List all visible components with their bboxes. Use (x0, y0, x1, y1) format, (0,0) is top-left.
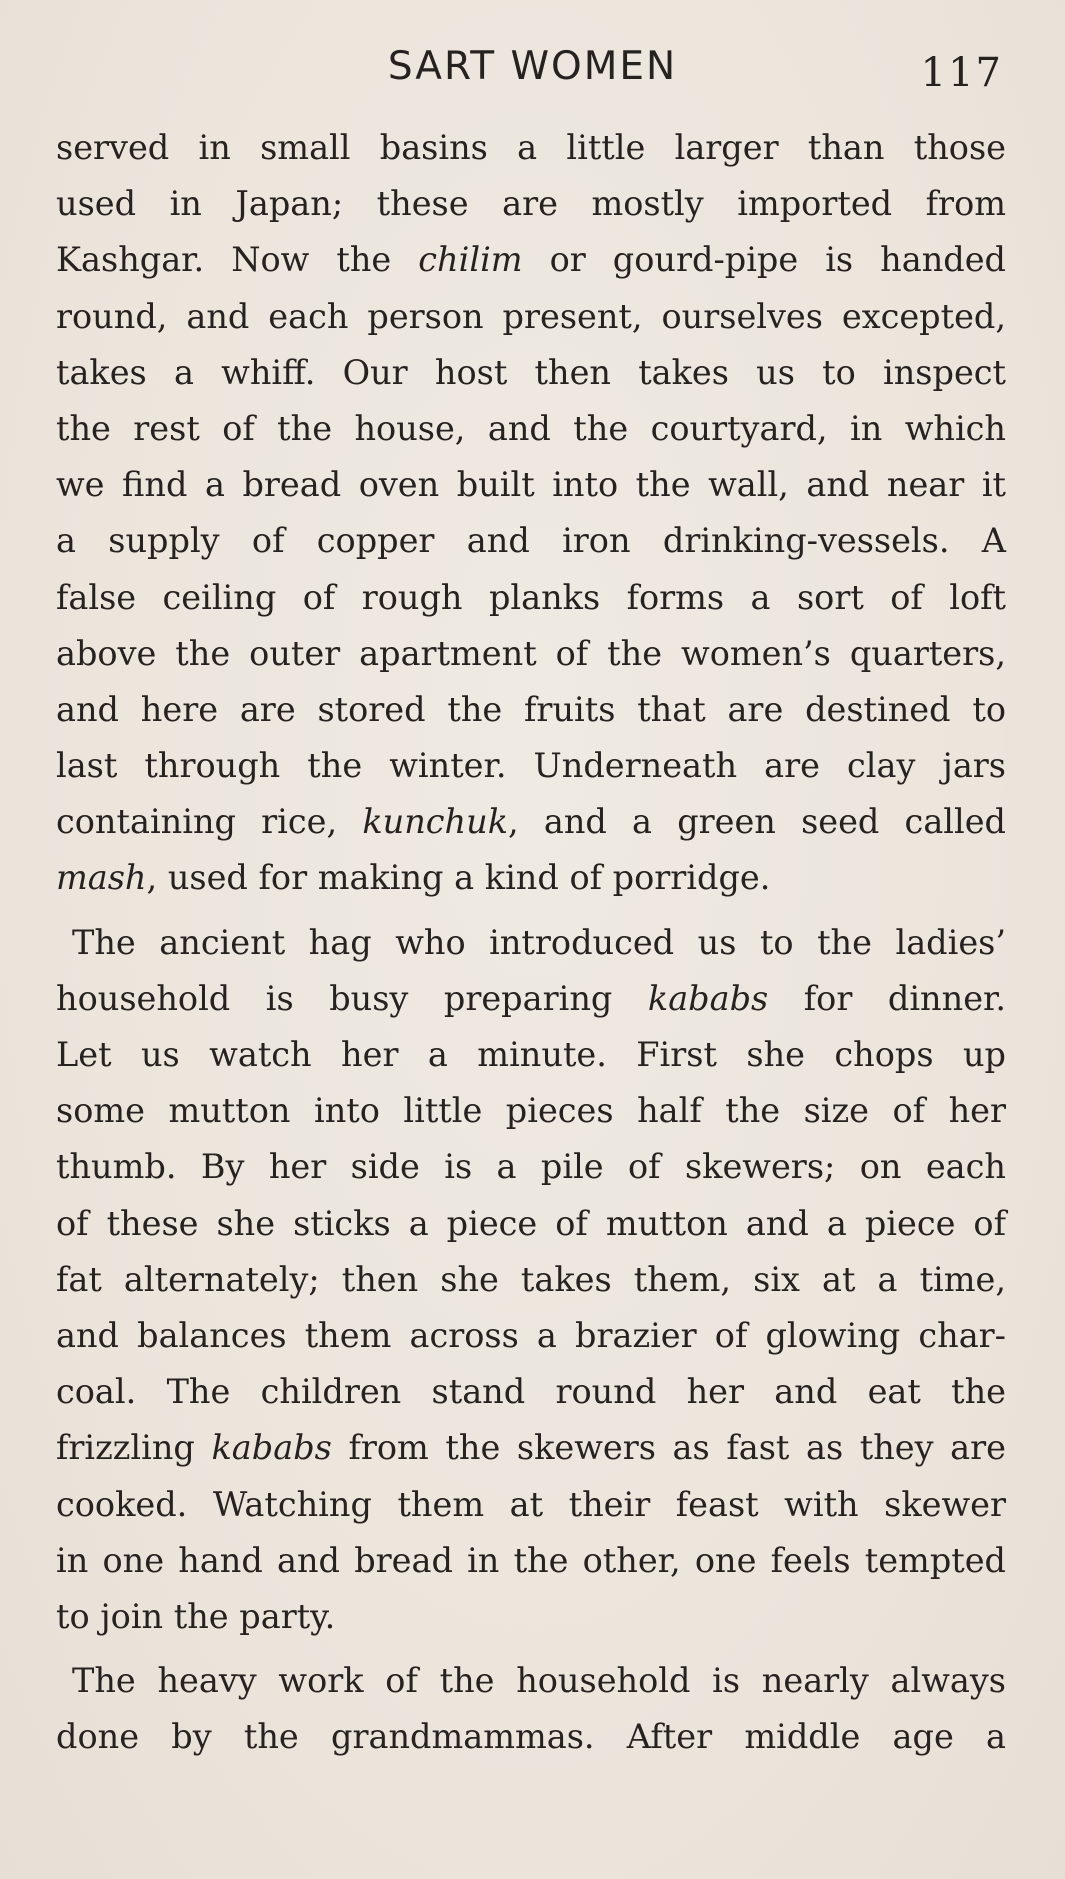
text-line (56, 1477, 1006, 1533)
text-run: The heavy work of the household is nearly always (72, 1661, 1006, 1701)
text-run: false ceiling of rough planks forms a sort of loft (56, 577, 1006, 617)
text-line (56, 626, 1006, 682)
page-header (0, 40, 1065, 100)
text-line (56, 1420, 1006, 1476)
text-line (56, 120, 1006, 176)
italic-term: kababs (647, 978, 769, 1018)
text-run: served in small basins a little larger than those (56, 128, 1006, 167)
text-line (56, 738, 1006, 794)
text-run: coal. The children stand round her and eat the (56, 1372, 1006, 1412)
paragraph (56, 120, 1006, 907)
text-line (56, 513, 1006, 569)
body-text (56, 120, 1006, 1765)
text-line (56, 1364, 1006, 1420)
text-run: cooked. Watching them at their feast with skewer (56, 1484, 1006, 1524)
paragraph (56, 1653, 1006, 1765)
text-run: above the outer apartment of the women’s quarters, (56, 633, 1006, 673)
text-line (56, 850, 1006, 906)
text-run: some mutton into little pieces half the size of her (56, 1091, 1006, 1131)
paragraph-gap (56, 1645, 1006, 1653)
text-run: we find a bread oven built into the wall, and near it (56, 465, 1006, 505)
text-run: of these she sticks a piece of mutton and a piece of (56, 1203, 1006, 1243)
italic-term: chilim (418, 240, 523, 280)
text-run: and here are stored the fruits that are destined to (56, 689, 1006, 729)
text-run: to join the party. (56, 1596, 336, 1636)
text-run: , used for making a kind of porridge. (146, 858, 771, 898)
text-line (56, 289, 1006, 345)
text-run: from the skewers as fast as they are (331, 1428, 1006, 1468)
text-run: Let us watch her a minute. First she chops up (56, 1035, 1006, 1074)
text-line (56, 1139, 1006, 1195)
text-run: takes a whiff. Our host then takes us to inspect (56, 352, 1006, 392)
text-run: done by the grandmammas. After middle age a (56, 1717, 1006, 1757)
text-run: fat alternately; then she takes them, six at a time, (56, 1259, 1006, 1299)
text-line (56, 1083, 1006, 1139)
text-line (56, 570, 1006, 626)
running-head: SART WOMEN (387, 44, 678, 89)
text-line (56, 1589, 1006, 1645)
text-run: for dinner. (768, 978, 1006, 1018)
text-run: The ancient hag who introduced us to the ladies’ (72, 922, 1006, 962)
text-line (56, 1653, 1006, 1709)
text-run: household is busy preparing (56, 978, 648, 1018)
page-number: 117 (920, 50, 1003, 96)
text-run: thumb. By her side is a pile of skewers; on each (56, 1147, 1006, 1187)
text-line (56, 971, 1006, 1027)
text-line (56, 1252, 1006, 1308)
text-line (56, 457, 1006, 513)
text-line (56, 401, 1006, 457)
text-run: the rest of the house, and the courtyard, in which (56, 408, 1006, 448)
paragraph-gap (56, 907, 1006, 915)
text-run: in one hand and bread in the other, one feels tempted (56, 1540, 1006, 1580)
text-run: frizzling (56, 1428, 212, 1468)
text-line (56, 232, 1006, 288)
text-run: or gourd-pipe is handed (522, 240, 1006, 280)
italic-term: kunchuk (362, 802, 508, 842)
italic-term: mash (56, 858, 147, 898)
text-line (56, 1709, 1006, 1765)
text-run: Kashgar. Now the (56, 240, 419, 280)
text-run: used in Japan; these are mostly imported from (56, 184, 1006, 224)
paragraph (56, 915, 1006, 1645)
text-run: and balances them across a brazier of glowing char- (56, 1315, 1006, 1355)
text-line (56, 1308, 1006, 1364)
text-run: last through the winter. Underneath are clay jars (56, 746, 1006, 786)
text-line (56, 915, 1006, 971)
text-run: containing rice, (56, 802, 363, 842)
text-line (56, 345, 1006, 401)
text-run: a supply of copper and iron drinking-vessels. A (56, 521, 1006, 561)
text-line (56, 794, 1006, 850)
text-line (56, 176, 1006, 232)
italic-term: kababs (211, 1428, 332, 1468)
text-line (56, 1027, 1006, 1083)
text-run: , and a green seed called (508, 802, 1006, 842)
text-line (56, 682, 1006, 738)
text-line (56, 1196, 1006, 1252)
text-line (56, 1533, 1006, 1589)
text-run: round, and each person present, ourselves excepted, (56, 296, 1006, 336)
